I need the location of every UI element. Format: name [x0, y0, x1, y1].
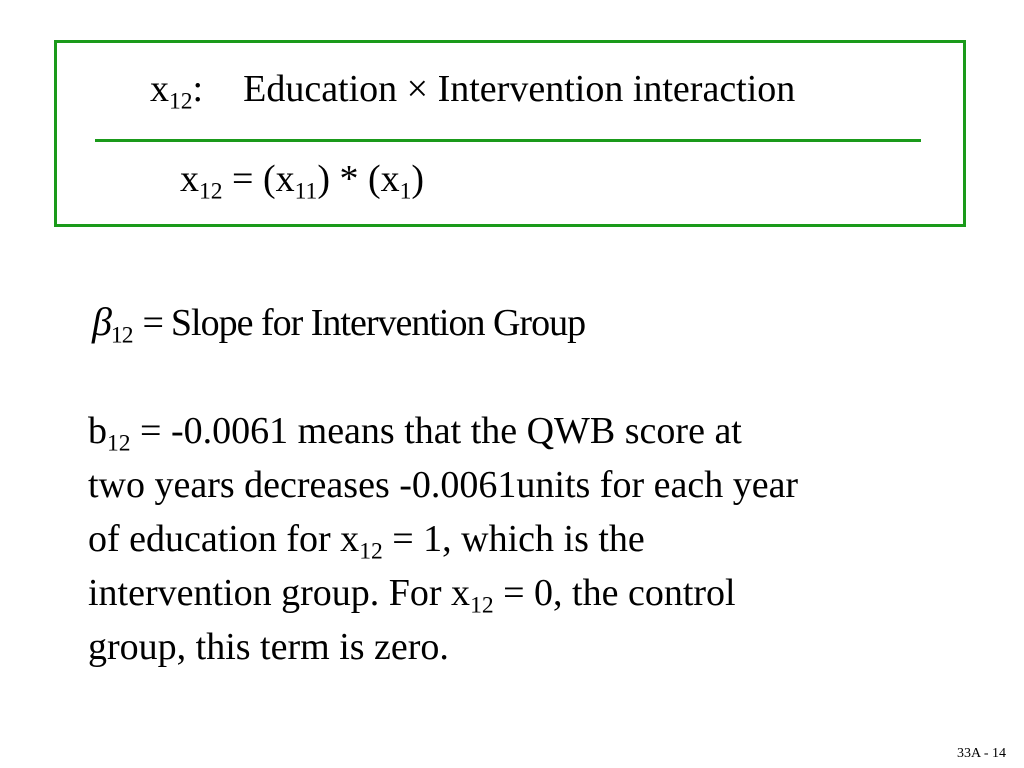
line-1-text: = -0.0061 means that the QWB score at	[130, 410, 742, 452]
line-3-text-b: = 1, which is the	[382, 518, 645, 560]
beta-subscript: 12	[110, 322, 133, 349]
formula-term2-subscript: 1	[399, 178, 412, 205]
paragraph-line-2: two years decreases -0.0061units for each year	[88, 464, 799, 506]
slide-number: 33A - 14	[957, 746, 1006, 761]
line-3-text-a: of education for x	[88, 518, 360, 560]
line-4-text-b: = 0, the control	[493, 572, 736, 614]
formula-times: ) * (x	[317, 158, 400, 200]
variable-name: x	[150, 68, 169, 110]
paragraph-line-5: group, this term is zero.	[88, 626, 449, 668]
formula-close: )	[411, 158, 425, 200]
paragraph-line-3	[88, 512, 968, 566]
beta-symbol: β	[92, 299, 111, 344]
formula-term1-subscript: 11	[294, 178, 318, 205]
definition-colon: :	[192, 68, 204, 110]
beta-equals: =	[142, 302, 163, 344]
interpretation-paragraph	[88, 404, 968, 674]
formula-lhs-subscript: 12	[199, 178, 223, 205]
box-divider	[95, 139, 921, 142]
line-3-subscript: 12	[359, 538, 383, 565]
line-4-text-a: intervention group. For x	[88, 572, 471, 614]
variable-label: Education × Intervention interaction	[243, 68, 796, 110]
formula-equals: = (x	[222, 158, 295, 200]
formula-lhs: x	[180, 158, 199, 200]
paragraph-line-4	[88, 566, 968, 620]
beta-definition	[92, 298, 585, 347]
coef-subscript: 12	[107, 430, 131, 457]
variable-definition	[150, 66, 796, 115]
interaction-formula	[180, 156, 425, 205]
variable-subscript: 12	[169, 88, 193, 115]
paragraph-line-1	[88, 404, 968, 458]
beta-description: Slope for Intervention Group	[170, 302, 586, 344]
line-4-subscript: 12	[470, 592, 494, 619]
coef-name: b	[88, 410, 107, 452]
